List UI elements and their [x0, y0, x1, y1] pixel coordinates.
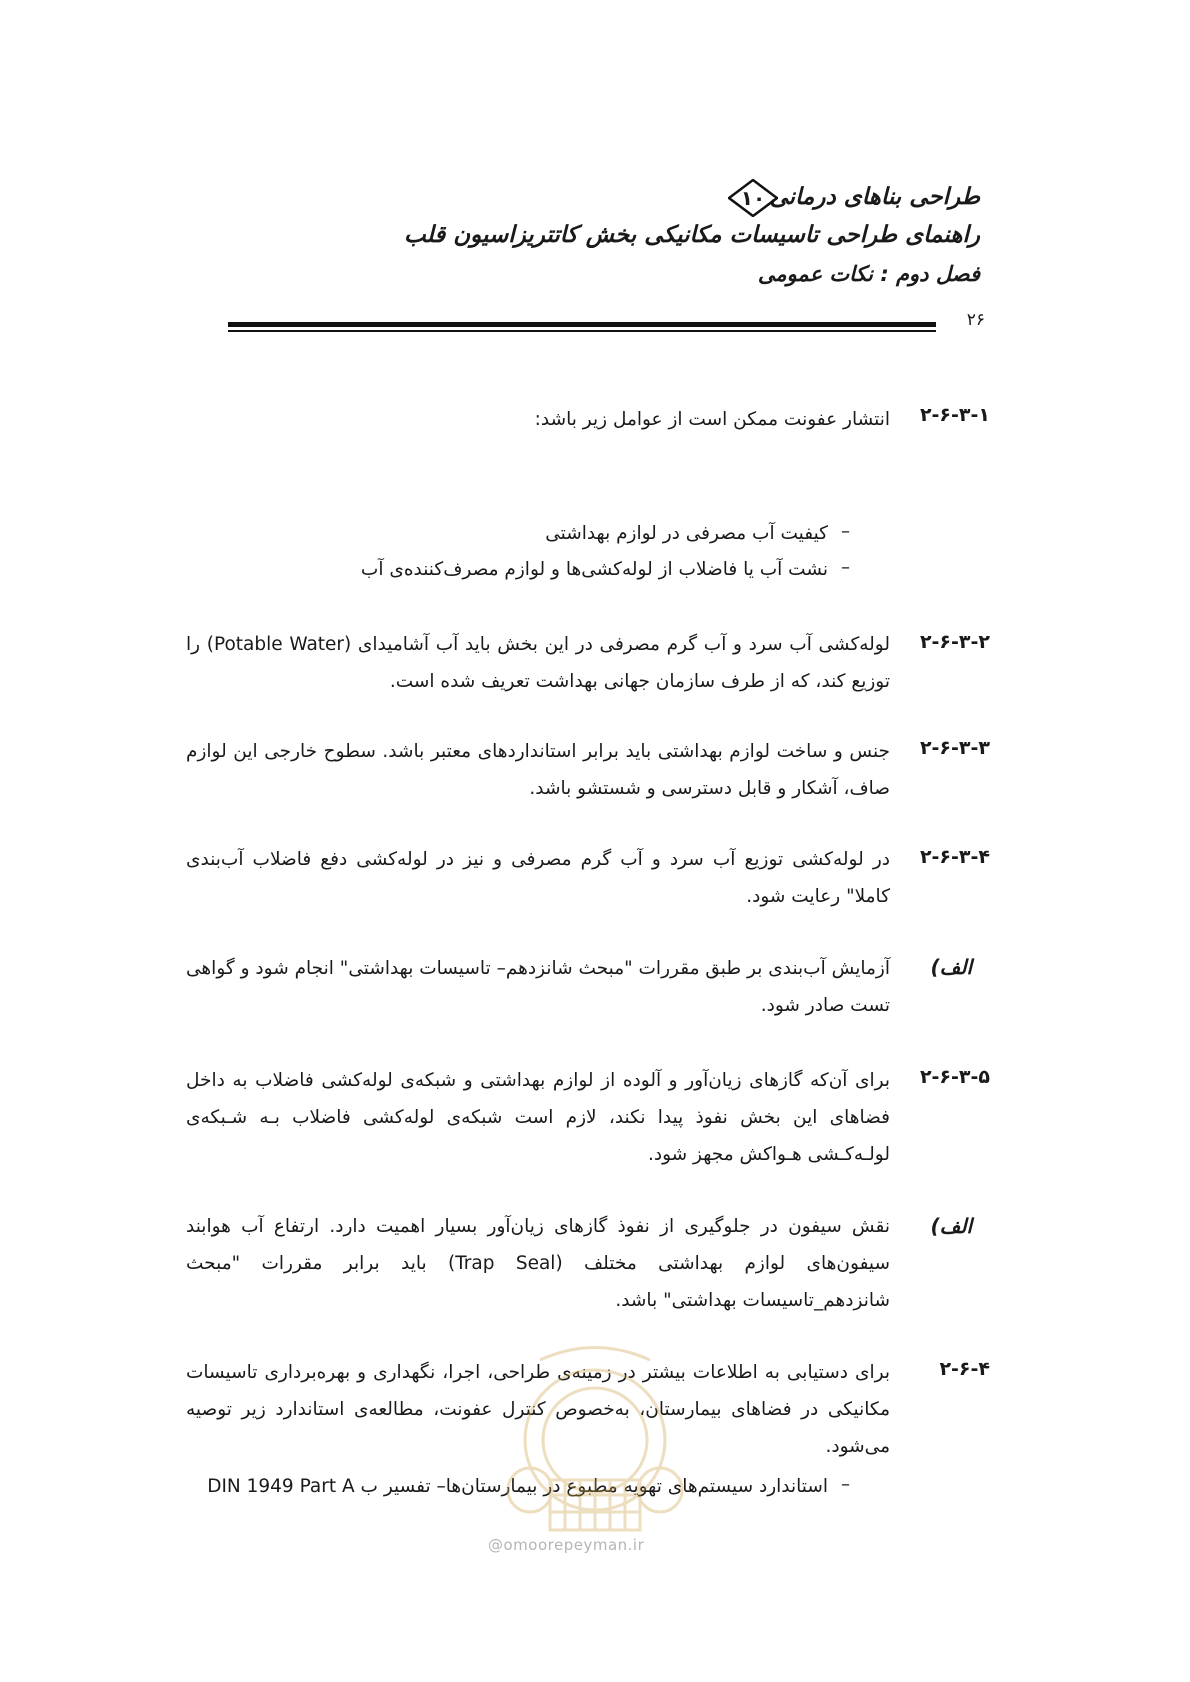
- section-number: ۲-۶-۴: [939, 1358, 990, 1380]
- section-number: ۲-۶-۳-۵: [919, 1066, 990, 1088]
- section-text: برای آن‌که گازهای زیان‌آور و آلوده از لوازم بهداشتی و شبکه‌ی لوله‌کشی فاضلاب به داخل فضاهای این بخش نفوذ پیدا نکند، لازم است شبکه‌ی لوله‌کشی فاضلاب بـه شـبکه‌ی لولـه‌کـشی هـواکش مجهز شود.: [186, 1070, 890, 1165]
- watermark-logo-icon: [480, 1330, 710, 1540]
- header-rule-thin: [228, 330, 936, 332]
- page-number: ۲۶: [966, 310, 985, 330]
- series-title: طراحی بناهای درمانی: [769, 184, 980, 210]
- bullet-item: نشت آب یا فاضلاب از لوله‌کشی‌ها و لوازم مصرف‌کننده‌ی آب: [360, 559, 828, 580]
- subitem-text: آزمایش آب‌بندی بر طبق مقررات "مبحث شانزدهم– تاسیسات بهداشتی" انجام شود و گواهی تست صادر شود.: [186, 958, 890, 1016]
- section-number: ۲-۶-۳-۴: [919, 846, 990, 868]
- guide-title: راهنمای طراحی تاسیسات مکانیکی بخش کاتتریزاسیون قلب: [404, 222, 980, 248]
- section-text: جنس و ساخت لوازم بهداشتی باید برابر استانداردهای معتبر باشد. سطوح خارجی این لوازم صاف، آشکار و قابل دسترسی و شستشو باشد.: [186, 741, 890, 799]
- section-number: ۲-۶-۳-۲: [919, 631, 990, 653]
- bullet-item: کیفیت آب مصرفی در لوازم بهداشتی: [545, 523, 828, 544]
- bullet-dash: –: [841, 557, 850, 578]
- watermark-url: @omoorepeyman.ir: [488, 1536, 645, 1554]
- section-text: برای دستیابی به اطلاعات بیشتر در زمینه‌ی طراحی، اجرا، نگهداری و بهره‌برداری تاسیسات مکانیکی در فضاهای بیمارستان، به‌خصوص کنترل عفونت، مطالعه‌ی استاندارد زیر توصیه می‌شود.: [186, 1362, 890, 1457]
- subitem-letter: الف): [930, 1214, 972, 1238]
- section-number: ۲-۶-۳-۱: [919, 404, 990, 426]
- subitem-letter: الف): [930, 955, 972, 979]
- subitem-text: نقش سیفون در جلوگیری از نفوذ گازهای زیان‌آور بسیار اهمیت دارد. ارتفاع آب هوابند سیفون‌های لوازم بهداشتی مختلف (Trap Seal) باید برابر مقررات "مبحث شانزدهم_تاسیسات بهداشتی" باشد.: [186, 1216, 891, 1311]
- section-text: لوله‌کشی آب سرد و آب گرم مصرفی در این بخش باید آب آشامیدای (Potable Water) را توزیع کند، که از طرف سازمان جهانی بهداشت تعریف شده است.: [186, 634, 890, 692]
- standard-item: استاندارد سیستم‌های تهویه مطبوع در بیمارستان‌ها– تفسیر ب DIN 1949 Part A: [207, 1476, 828, 1497]
- bullet-dash: –: [841, 1474, 850, 1495]
- section-text: انتشار عفونت ممکن است از عوامل زیر باشد:: [534, 409, 890, 430]
- chapter-title: فصل دوم : نکات عمومی: [757, 262, 980, 286]
- section-number: ۲-۶-۳-۳: [919, 737, 990, 759]
- header-rule-thick: [228, 322, 936, 327]
- bullet-dash: –: [841, 521, 850, 542]
- volume-number: ۱۰: [740, 186, 766, 210]
- section-text: در لوله‌کشی توزیع آب سرد و آب گرم مصرفی و نیز در لوله‌کشی دفع فاضلاب آب‌بندی کاملا" رعایت شود.: [186, 849, 890, 907]
